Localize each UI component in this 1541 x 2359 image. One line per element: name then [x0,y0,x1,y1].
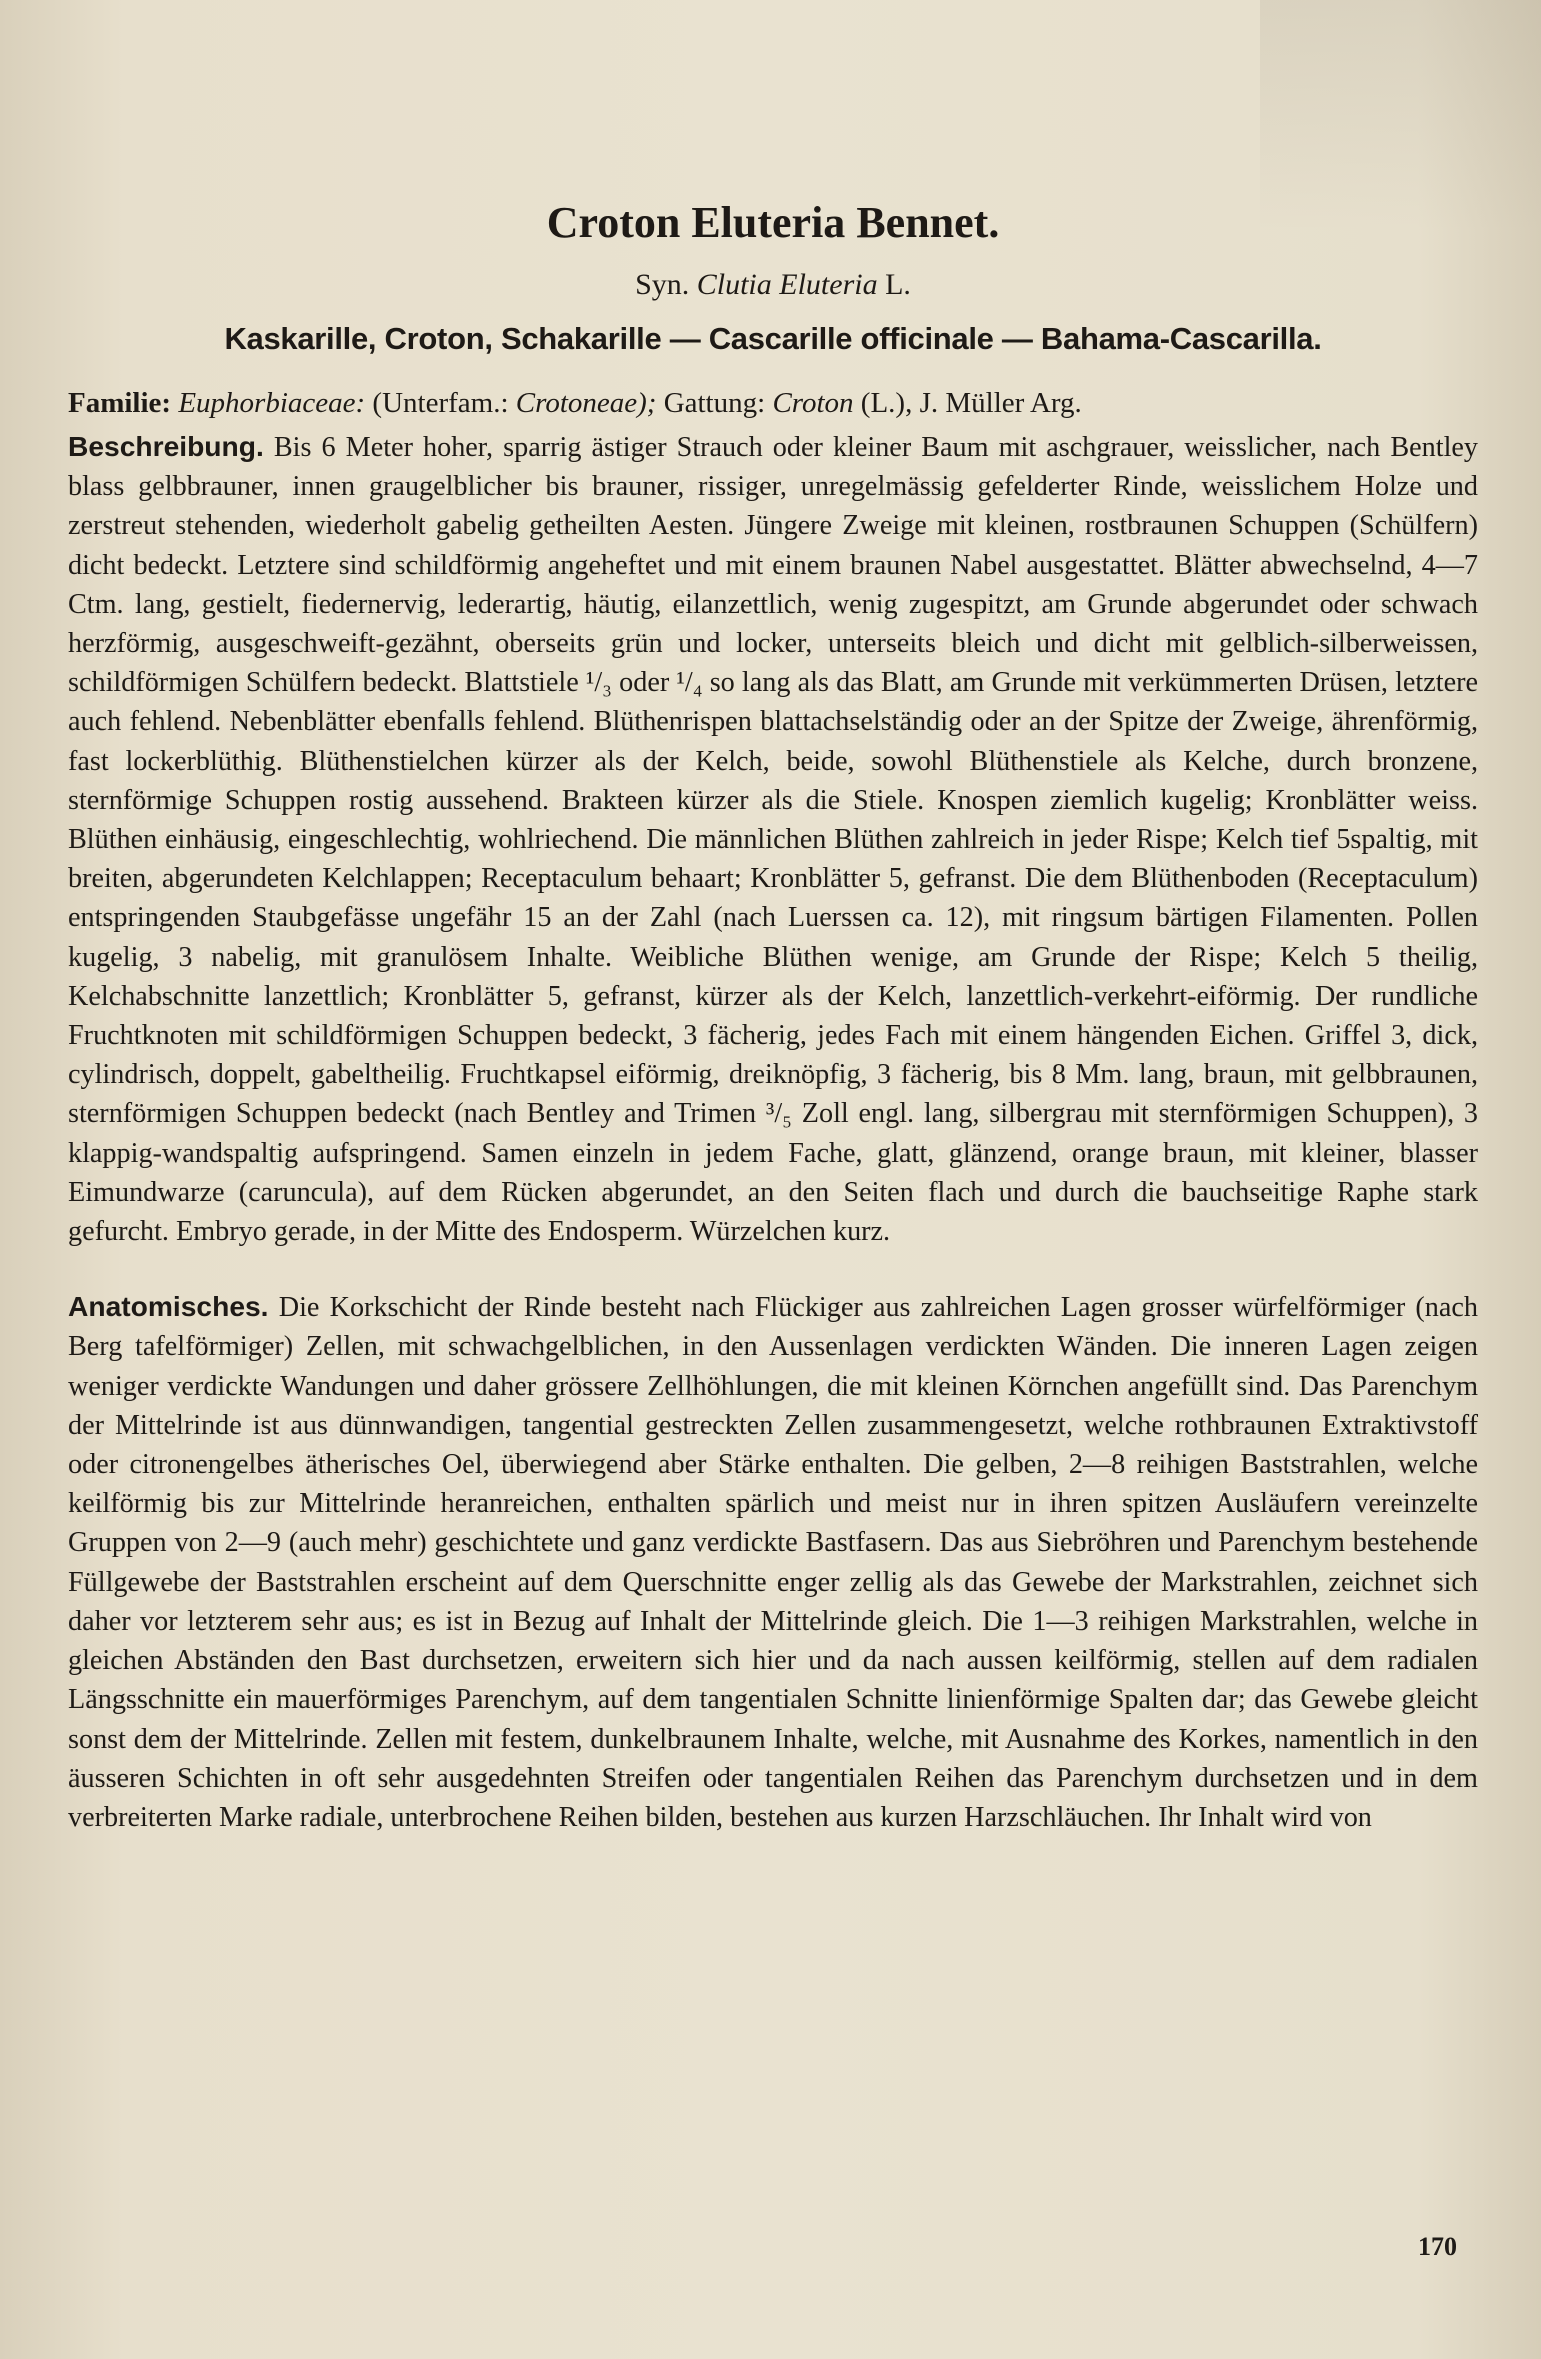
page-content [68,195,1478,1837]
anatomisches-text: Die Korkschicht der Rinde besteht nach Flückiger aus zahlreichen Lagen grosser würfelförmiger (nach Berg tafelförmiger) Zellen, mit schwachgelblichen, in den Aussenlagen verdickten Wänden. Die inneren Lagen zeigen weniger verdickte Wandungen und daher grössere Zellhöhlungen, die mit kleinen Körnchen angefüllt sind. Das Parenchym der Mittelrinde ist aus dünnwandigen, tangential gestreckten Zellen zusammengesetzt, welche rothbraunen Extraktivstoff oder citronengelbes ätherisches Oel, überwiegend aber Stärke enthalten. Die gelben, 2—8 reihigen Baststrahlen, welche keilförmig bis zur Mittelrinde heranreichen, enthalten spärlich und meist nur in ihren spitzen Ausläufern vereinzelte Gruppen von 2—9 (auch mehr) geschichtete und ganz verdickte Bastfasern. Das aus Siebröhren und Parenchym bestehende Füllgewebe der Baststrahlen erscheint auf dem Querschnitte enger zellig als das Gewebe der Markstrahlen, zeichnet sich daher vor letzterem sehr aus; es ist in Bezug auf Inhalt der Mittelrinde gleich. Die 1—3 reihigen Markstrahlen, welche in gleichen Abständen den Bast durchsetzen, erweitern sich hier und da nach aussen keilförmig, stellen auf dem radialen Längsschnitte ein mauerförmiges Parenchym, auf dem tangentialen Schnitte linienförmige Spalten dar; das Gewebe gleicht sonst dem der Mittelrinde. Zellen mit festem, dunkelbraunem Inhalte, welche, mit Ausnahme des Korkes, namentlich in den äusseren Schichten in oft sehr ausgedehnten Streifen oder tangentialen Reihen das Parenchym durchsetzen und in dem verbreiterten Marke radiale, unterbrochene Reihen bilden, bestehen aus kurzen Harzschläuchen. Ihr Inhalt wird von [68,1292,1479,1833]
familie-label: Familie: [68,387,172,419]
synonym-prefix: Syn. [635,268,690,301]
genus-name: Croton [772,387,854,419]
subfamily-prefix: (Unterfam.: [372,387,509,419]
beschreibung-text: Bis 6 Meter hoher, sparrig ästiger Strauch oder kleiner Baum mit aschgrauer, weisslicher, nach Bentley blass gelbbrauner, innen graugelblicher bis brauner, rissiger, unregelmässig gefelderter Rinde, weisslichem Holze und zerstreut stehenden, wiederholt gabelig getheilten Aesten. Jüngere Zweige mit kleinen, rostbraunen Schuppen (Schülfern) dicht bedeckt. Letztere sind schildförmig angeheftet und mit einem braunen Nabel ausgestattet. Blätter abwechselnd, 4—7 Ctm. lang, gestielt, fiedernervig, lederartig, häutig, eilanzettlich, wenig zugespitzt, am Grunde abgerundet oder schwach herzförmig, ausgeschweift-gezähnt, oberseits grün und locker, unterseits bleich und dicht mit gelblich-silberweissen, schildförmigen Schülfern bedeckt. Blattstiele ¹/₃ oder ¹/₄ so lang als das Blatt, am Grunde mit verkümmerten Drüsen, letztere auch fehlend. Nebenblätter ebenfalls fehlend. Blüthenrispen blattachselständig oder an der Spitze der Zweige, ährenförmig, fast lockerblüthig. Blüthenstielchen kürzer als der Kelch, beide, sowohl Blüthenstiele als Kelche, durch bronzene, sternförmige Schuppen rostig aussehend. Brakteen kürzer als die Stiele. Knospen ziemlich kugelig; Kronblätter weiss. Blüthen einhäusig, eingeschlechtig, wohlriechend. Die männlichen Blüthen zahlreich in jeder Rispe; Kelch tief 5spaltig, mit breiten, abgerundeten Kelchlappen; Receptaculum behaart; Kronblätter 5, gefranst. Die dem Blüthenboden (Receptaculum) entspringenden Staubgefässe ungefähr 15 an der Zahl (nach Luerssen ca. 12), mit ringsum bärtigen Filamenten. Pollen kugelig, 3 nabelig, mit granulösem Inhalte. Weibliche Blüthen wenige, am Grunde der Rispe; Kelch 5 theilig, Kelchabschnitte lanzettlich; Kronblätter 5, gefranst, kürzer als der Kelch, lanzettlich-verkehrt-eiförmig. Der rundliche Fruchtknoten mit schildförmigen Schuppen bedeckt, 3 fächerig, jedes Fach mit einem hängenden Eichen. Griffel 3, dick, cylindrisch, doppelt, gabeltheilig. Fruchtkapsel eiförmig, dreiknöpfig, 3 fächerig, bis 8 Mm. lang, braun, mit gelbbraunen, sternförmigen Schuppen bedeckt (nach Bentley and Trimen ³/₅ Zoll engl. lang, silbergrau mit sternförmigen Schuppen), 3 klappig-wandspaltig aufspringend. Samen einzeln in jedem Fache, glatt, glänzend, orange braun, mit kleiner, blasser Eimundwarze (caruncula), auf dem Rücken abgerundet, an den Seiten flach und durch die bauchseitige Raphe stark gefurcht. Embryo gerade, in der Mitte des Endosperm. Würzelchen kurz. [68,432,1479,1248]
genus-suffix: (L.), J. Müller Arg. [860,387,1082,419]
beschreibung-heading: Beschreibung. [68,430,264,462]
synonym-line [68,265,1478,305]
page-title [68,195,1478,251]
beschreibung-paragraph [68,427,1478,1251]
familie-line [68,383,1478,423]
synonym-suffix: L. [885,268,911,301]
common-names: Kaskarille, Croton, Schakarille — Cascarille officinale — Bahama-Cascarilla. [224,321,1322,356]
anatomisches-heading: Anatomisches. [68,1290,269,1323]
species-name: Croton Eluteria [546,198,846,247]
genus-prefix: Gattung: [663,387,766,419]
anatomisches-paragraph [68,1287,1478,1837]
species-author: Bennet. [856,198,1000,247]
subfamily-name: Crotoneae); [515,387,657,419]
page-number: 170 [1418,2232,1457,2261]
synonym-name: Clutia Eluteria [696,268,878,301]
family-name: Euphorbiaceae: [178,387,366,419]
